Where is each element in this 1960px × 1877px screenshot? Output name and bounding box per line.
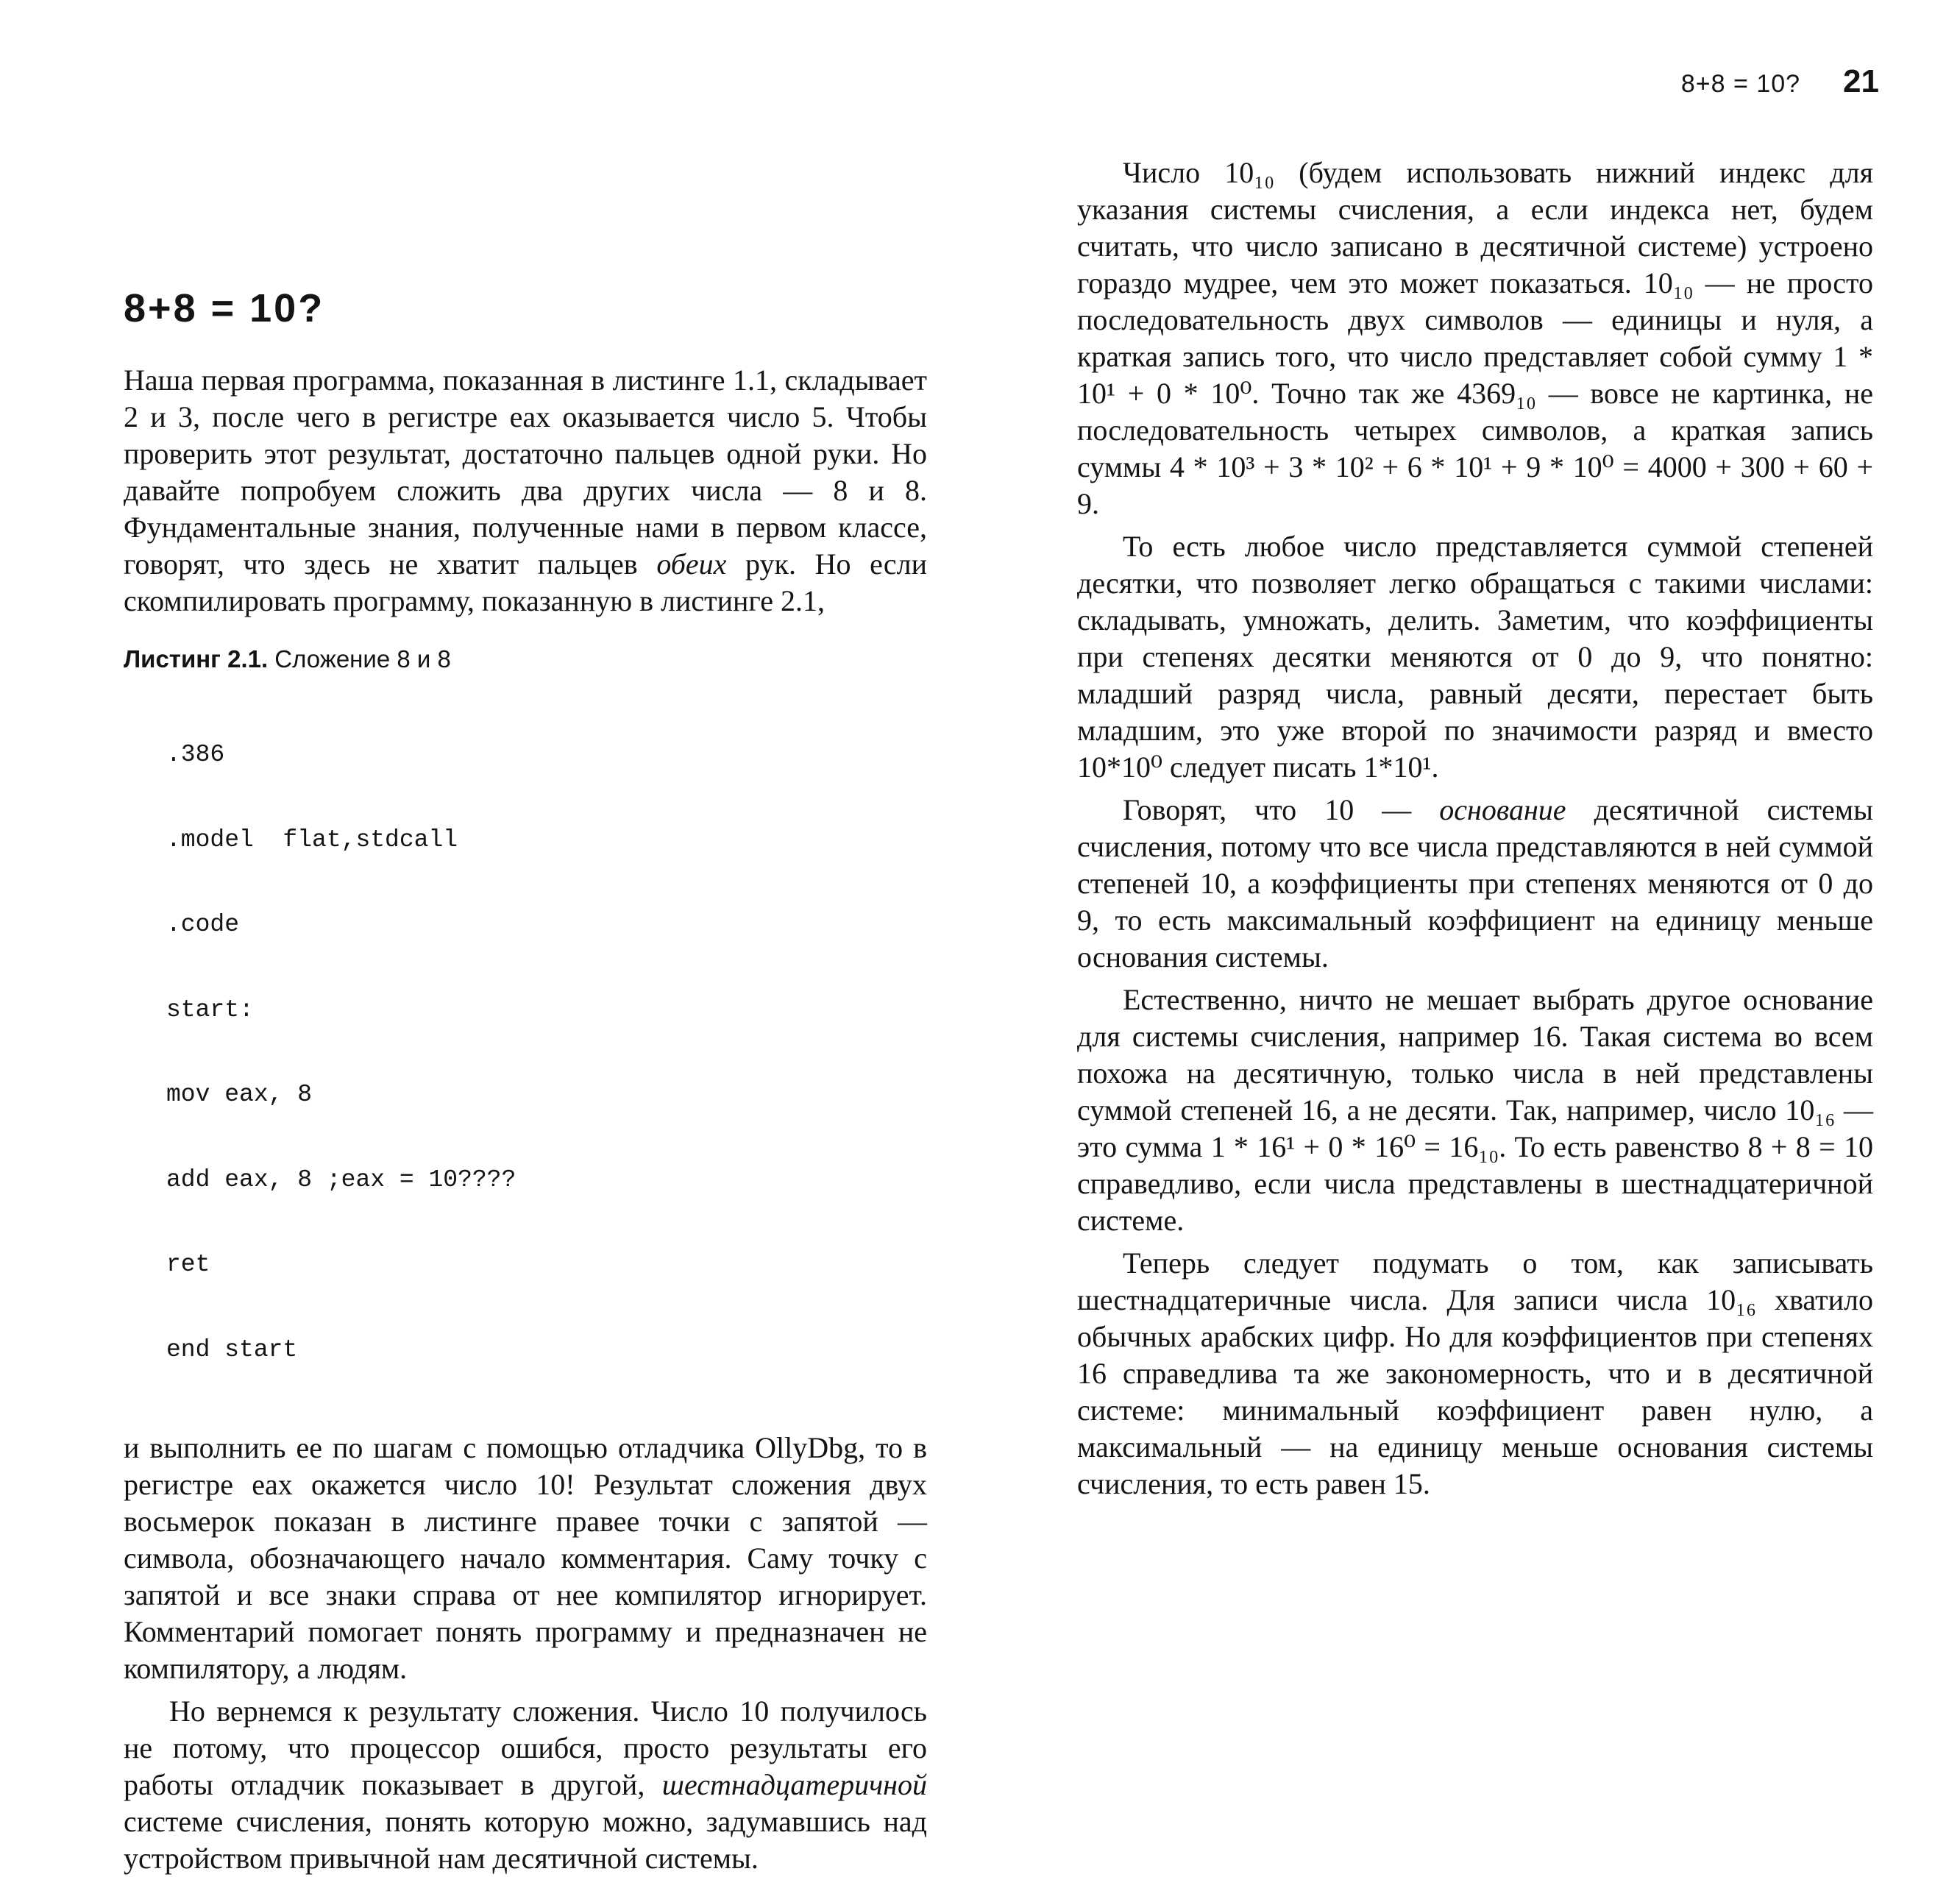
code-line: ret bbox=[166, 1251, 210, 1278]
listing-caption: Листинг 2.1. Сложение 8 и 8 bbox=[124, 645, 451, 673]
paragraph-decimal-notation: Число 10₁₀ (будем использовать нижний индекс для указания системы счисления, а если индекса нет, будем считать, что число записано в десятичной системе) устроено гораздо мудрее, чем это может показаться. 10₁₀ — не просто последовательность двух символов — единицы и нуля, а краткая запись того, что число представляет собой сумму 1 * 10¹ + 0 * 10⁰. Точно так же 4369₁₀ — вовсе не картинка, не последовательность четырех символов, а краткая запись суммы 4 * 10³ + 3 * 10² + 6 * 10¹ + 9 * 10⁰ = 4000 + 300 + 60 + 9. bbox=[1077, 156, 1873, 520]
right-column bbox=[1077, 155, 1873, 1502]
code-listing bbox=[166, 684, 927, 1421]
paragraph-base-16: Естественно, ничто не мешает выбрать другое основание для системы счисления, например 16. Такая система во всем похожа на десятичную, только числа в ней представлены суммой степеней 16, а не десяти. Так, например, число 10₁₆ — это сумма 1 * 16¹ + 0 * 16⁰ = 16₁₀. То есть равенство 8 + 8 = 10 справедливо, если числа представлены в шестнадцатеричной системе. bbox=[1077, 983, 1873, 1237]
code-line: .code bbox=[166, 911, 240, 938]
paragraph-debugger: и выполнить ее по шагам с помощью отладчика OllyDbg, то в регистре eax окажется число 10! Результат сложения двух восьмерок показан в листинге правее точки с запятой — символа, обозначающего начало комментария. Саму точку с запятой и все знаки справа от нее компилятор игнорирует. Комментарий помогает понять программу и предназначен не компилятору, а людям. bbox=[124, 1431, 927, 1685]
page-number: 21 bbox=[1843, 63, 1879, 99]
code-line: start: bbox=[166, 996, 254, 1023]
paragraph-hex-digits: Теперь следует подумать о том, как записывать шестнадцатеричные числа. Для записи числа 10₁₆ хватило обычных арабских цифр. Но для коэффициентов при степенях 16 справедлива та же закономерность, что и в десятичной системе: минимальный коэффициент равен нулю, а максимальный — на единицу меньше основания системы счисления, то есть равен 15. bbox=[1077, 1246, 1873, 1500]
paragraph-intro: Наша первая программа, показанная в листинге 1.1, складывает 2 и 3, после чего в регистре eax оказывается число 5. Чтобы проверить этот результат, достаточно пальцев одной руки. Но давайте попробуем сложить два других числа — 8 и 8. Фундаментальные знания, полученные нами в первом классе, говорят, что здесь не хватит пальцев обеих рук. Но если скомпилировать программу, показанную в листинге 2.1, bbox=[124, 363, 927, 617]
right-page bbox=[980, 0, 1960, 1610]
left-page bbox=[0, 0, 980, 1875]
code-line: add eax, 8 ;eax = 10???? bbox=[166, 1165, 516, 1193]
running-head bbox=[1681, 63, 1879, 100]
running-title: 8+8 = 10? bbox=[1680, 70, 1801, 98]
paragraph-powers-of-ten: То есть любое число представляется суммой степеней десятки, что позволяет легко обращаться с такими числами: складывать, умножать, делить. Заметим, что коэффициенты при степенях десятки меняются от 0 до 9, что понятно: младший разряд числа, равный десяти, перестает быть младшим, это уже второй по значимости разряд и вместо 10*10⁰ следует писать 1*10¹. bbox=[1077, 530, 1873, 784]
paragraph-base: Говорят, что 10 — основание десятичной системы счисления, потому что все числа представляются в ней суммой степеней 10, а коэффициенты при степенях меняются от 0 до 9, то есть максимальный коэффициент на единицу меньше основания системы. bbox=[1077, 793, 1873, 973]
code-line: end start bbox=[166, 1335, 298, 1363]
section-heading: 8+8 = 10? bbox=[124, 286, 325, 330]
code-line: .386 bbox=[166, 741, 225, 768]
code-line: mov eax, 8 bbox=[166, 1081, 313, 1108]
code-line: .model flat,stdcall bbox=[166, 826, 458, 854]
paragraph-result: Но вернемся к результату сложения. Число 10 получилось не потому, что процессор ошибся, просто результаты его работы отладчик показывает в другой, шестнадцатеричной системе счисления, понять которую можно, задумавшись над устройством привычной нам десятичной системы. bbox=[124, 1695, 927, 1875]
left-column bbox=[124, 285, 927, 1877]
